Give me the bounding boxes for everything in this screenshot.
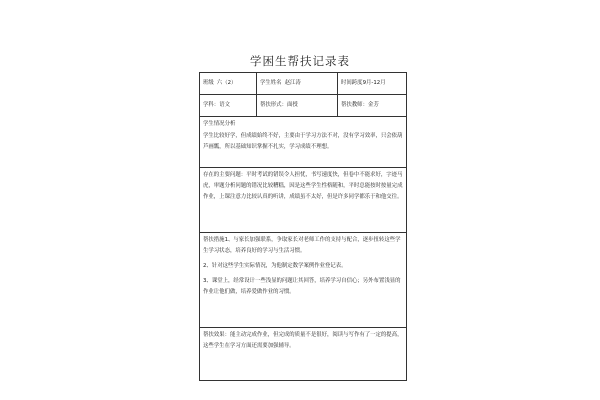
measure-item: 3、课堂上，经常设计一些浅显的问题让其回答，培养学习自信心；另外布置浅显的作业让他们做，培养爱做作业的习惯。: [203, 278, 401, 296]
time-span-label: 时间跨度: [341, 80, 363, 87]
support-form-cell: [256, 95, 337, 116]
measure-item: 2、针对这些学生实际情况，为他制定数学案例作业登记表。: [203, 263, 347, 270]
record-table: [199, 72, 407, 381]
support-teacher-label: 帮扶教师：: [341, 102, 368, 109]
info-row-subject: [200, 95, 406, 117]
student-name-value: 赵江涛: [284, 80, 301, 87]
problems-section: [200, 168, 406, 233]
problems-text: 存在的主要问题：平时考试的错误令人担忧，书写速度快，但卷中不能求好，字迹马虎，审题分析问题的错况比较糟糕，因是这些学生性格随和，平时总能按时按量完成作业，上课注意力比较认真的听讲，成绩虽不太好，但是许多同学都乐于和他交往。: [203, 172, 403, 201]
time-span-value: 9月-12月: [362, 80, 386, 87]
support-form-label: 帮扶形式：: [260, 102, 287, 109]
student-label: 学生姓名: [260, 80, 282, 87]
measures-section: [200, 233, 406, 328]
analysis-heading: 学生情况分析: [203, 121, 236, 127]
class-cell: [200, 73, 256, 94]
effect-section: [200, 328, 406, 380]
subject-label: 学科：: [203, 102, 220, 109]
info-row-class: [200, 73, 406, 95]
analysis-section: [200, 117, 406, 168]
time-span-cell: [337, 73, 406, 94]
support-teacher-value: 金芳: [367, 102, 379, 109]
support-teacher-cell: [337, 95, 406, 116]
effect-text: 帮扶效果：能主动完成作业，但完成的质量不是很好，阅读与写作有了一定的提高，这些学生在学习方面还需要加强辅导。: [203, 332, 403, 350]
class-label: 班级: [203, 80, 214, 87]
class-value: 六（2）: [216, 80, 237, 87]
subject-value: 语文: [219, 102, 230, 109]
analysis-body: 学生比较好学，但成绩始终不好，主要由于学习方法不对，没有学习效率，只会依葫芦画瓢，所以基础知识掌握不扎实，学习成绩不理想。: [203, 133, 403, 151]
support-form-value: 面授: [286, 102, 298, 109]
document-title: 学困生帮扶记录表: [250, 54, 350, 68]
subject-cell: [200, 95, 256, 116]
student-cell: [256, 73, 337, 94]
measure-item: 帮扶措施1、与家长加强联系，争取家长对老师工作的支持与配合，逐步扭转这些学生学习状态，培养良好的学习与生活习惯。: [203, 237, 401, 255]
